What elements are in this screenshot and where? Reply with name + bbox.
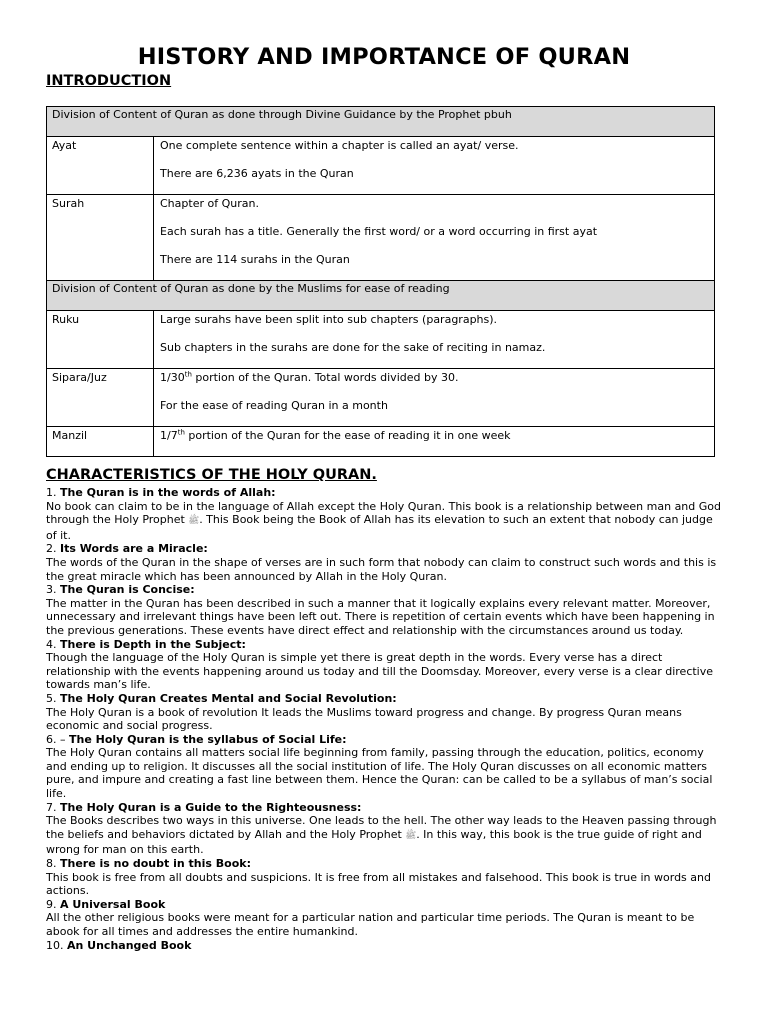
characteristic-number: 8. [46, 857, 60, 871]
characteristic-body-text: The matter in the Quran has been described in such a manner that it logically explains every relevant matter. Moreover, unnecessary and irrelevant things have been left out. There is repetition of certain events which have been happening in the previous generations. These events have direct effect and relationship with the circumstances around us today. [46, 596, 715, 637]
ayat-line-1: One complete sentence within a chapter is called an ayat/ verse. [160, 139, 519, 152]
manzil-line-1-text: portion of the Quran for the ease of reading it in one week [184, 429, 511, 442]
row-text-ruku [154, 311, 715, 369]
characteristic-body [46, 500, 722, 543]
characteristic-heading [46, 692, 722, 706]
characteristic-number: 7. [46, 800, 60, 814]
characteristic-body [46, 651, 722, 692]
ruku-line-1: Large surahs have been split into sub chapters (paragraphs). [160, 313, 498, 326]
characteristic-title: The Holy Quran is a Guide to the Righteousness: [60, 800, 362, 814]
characteristic-heading [46, 583, 722, 597]
characteristic-body-text: The Holy Quran contains all matters social life beginning from family, passing through the education, politics, economy and ending up to religion. It discusses all the social institution of life. The Holy Quran discusses on all economic matters pure, and impure and creating a fast line between them. Hence the Quran: can be called to be a syllabus of man’s social life. [46, 746, 713, 801]
characteristic-number: 2. [46, 542, 60, 556]
characteristic-heading [46, 486, 722, 500]
characteristic-body-text-continued: . In this way, this book is the true guide of right and wrong for man on this earth. [46, 827, 702, 857]
characteristic-number: 1. [46, 486, 60, 499]
list-item [46, 692, 722, 733]
surah-line-1: Chapter of Quran. [160, 197, 259, 210]
characteristic-body [46, 746, 722, 800]
row-text-manzil [154, 427, 715, 457]
pbuh-glyph: ﷺ [405, 830, 417, 841]
characteristic-title: The Quran is Concise: [60, 583, 195, 597]
list-item [46, 638, 722, 692]
divine-division-header-row [47, 107, 715, 137]
characteristic-title: The Holy Quran is the syllabus of Social Life: [69, 732, 347, 746]
characteristics-section [46, 467, 722, 952]
row-text-sipara [154, 369, 715, 427]
characteristic-body-text: Though the language of the Holy Quran is simple yet there is great depth in the words. Every verse has a direct relationship with the events happening around us today and till the Doomsday. Moreover, every verse is a clear directive towards man’s life. [46, 651, 714, 692]
ayat-line-2: There are 6,236 ayats in the Quran [160, 167, 354, 180]
characteristic-body-text-continued: . This Book being the Book of Allah has its elevation to such an extent that nobody can judge of it. [46, 513, 713, 542]
division-table [46, 106, 715, 457]
surah-line-2: Each surah has a title. Generally the first word/ or a word occurring in first ayat [160, 225, 598, 238]
characteristic-title: There is no doubt in this Book: [60, 857, 251, 871]
characteristic-title: Its Words are a Miracle: [60, 542, 208, 556]
characteristic-title: There is Depth in the Subject: [60, 637, 246, 651]
characteristic-heading [46, 857, 722, 871]
characteristic-heading [46, 542, 722, 556]
row-text-surah [154, 195, 715, 281]
characteristic-body-text: All the other religious books were meant for a particular nation and particular time periods. The Quran is meant to be abook for all times and addresses the entire humankind. [46, 911, 695, 938]
row-label-sipara: Sipara/Juz [47, 369, 154, 427]
characteristic-body [46, 597, 722, 638]
characteristic-body [46, 556, 722, 583]
characteristic-body [46, 814, 722, 857]
list-item [46, 583, 722, 637]
characteristic-number: 10. [46, 938, 67, 952]
list-item [46, 857, 722, 898]
characteristic-title: A Universal Book [60, 897, 166, 911]
characteristic-number: 6. – [46, 732, 69, 746]
characteristic-body-text: This book is free from all doubts and suspicions. It is free from all mistakes and falsehood. This book is true in words and actions. [46, 870, 711, 898]
characteristic-title: The Holy Quran Creates Mental and Social Revolution: [60, 691, 397, 705]
ruku-line-2: Sub chapters in the surahs are done for the sake of reciting in namaz. [160, 341, 546, 354]
list-item [46, 486, 722, 542]
list-item [46, 801, 722, 857]
characteristic-heading [46, 638, 722, 652]
characteristic-body [46, 911, 722, 938]
manzil-line-1 [160, 429, 714, 442]
table-row-manzil [47, 427, 715, 457]
characteristic-number: 3. [46, 583, 60, 597]
surah-line-3: There are 114 surahs in the Quran [160, 253, 350, 266]
characteristics-heading: CHARACTERISTICS OF THE HOLY QURAN. [46, 467, 377, 483]
characteristic-body [46, 706, 722, 733]
table-row-ruku [47, 311, 715, 369]
characteristic-body-text: The Books describes two ways in this universe. One leads to the hell. The other way leads to the Heaven passing through the beliefs and behaviors dictated by Allah and the Holy Prophet [46, 814, 717, 841]
page-title: HISTORY AND IMPORTANCE OF QURAN [137, 44, 631, 70]
table-row-surah [47, 195, 715, 281]
characteristic-title: An Unchanged Book [67, 938, 192, 952]
manzil-ordinal: th [177, 428, 185, 437]
table-row-ayat [47, 137, 715, 195]
characteristic-body [46, 871, 722, 898]
list-item [46, 898, 722, 939]
row-label-ruku: Ruku [47, 311, 154, 369]
characteristic-body-text: The Holy Quran is a book of revolution It leads the Muslims toward progress and change. By progress Quran means economic and social progress. [46, 705, 682, 733]
row-label-ayat: Ayat [47, 137, 154, 195]
characteristic-heading [46, 801, 722, 815]
characteristic-body-text: No book can claim to be in the language of Allah except the Holy Quran. This book is a relationship between man and God through the Holy Prophet [46, 499, 721, 527]
muslims-division-header-row [47, 281, 715, 311]
sipara-ordinal: th [184, 370, 192, 379]
characteristic-heading [46, 898, 722, 912]
characteristic-heading [46, 733, 722, 747]
characteristic-number: 9. [46, 897, 60, 911]
list-item [46, 939, 722, 953]
row-label-surah: Surah [47, 195, 154, 281]
sipara-line-1-text: portion of the Quran. Total words divided by 30. [191, 371, 459, 384]
divine-division-header: Division of Content of Quran as done through Divine Guidance by the Prophet pbuh [47, 107, 715, 137]
sipara-line-2: For the ease of reading Quran in a month [160, 399, 388, 412]
row-text-ayat [154, 137, 715, 195]
characteristic-number: 4. [46, 637, 60, 651]
row-label-manzil: Manzil [47, 427, 154, 457]
list-item [46, 733, 722, 801]
muslims-division-header: Division of Content of Quran as done by the Muslims for ease of reading [47, 281, 715, 311]
sipara-fraction: 1/30 [160, 371, 185, 384]
characteristic-number: 5. [46, 691, 60, 705]
introduction-heading: INTRODUCTION [46, 73, 172, 89]
pbuh-glyph: ﷺ [188, 516, 200, 527]
characteristic-title: The Quran is in the words of Allah: [60, 486, 276, 499]
characteristic-heading [46, 939, 722, 953]
table-row-sipara [47, 369, 715, 427]
characteristic-body-text: The words of the Quran in the shape of verses are in such form that nobody can claim to construct such words and this is the great miracle which has been announced by Allah in the Holy Quran. [46, 555, 717, 583]
characteristics-list [46, 486, 722, 952]
list-item [46, 542, 722, 583]
sipara-line-1 [160, 371, 714, 384]
manzil-fraction: 1/7 [160, 429, 178, 442]
